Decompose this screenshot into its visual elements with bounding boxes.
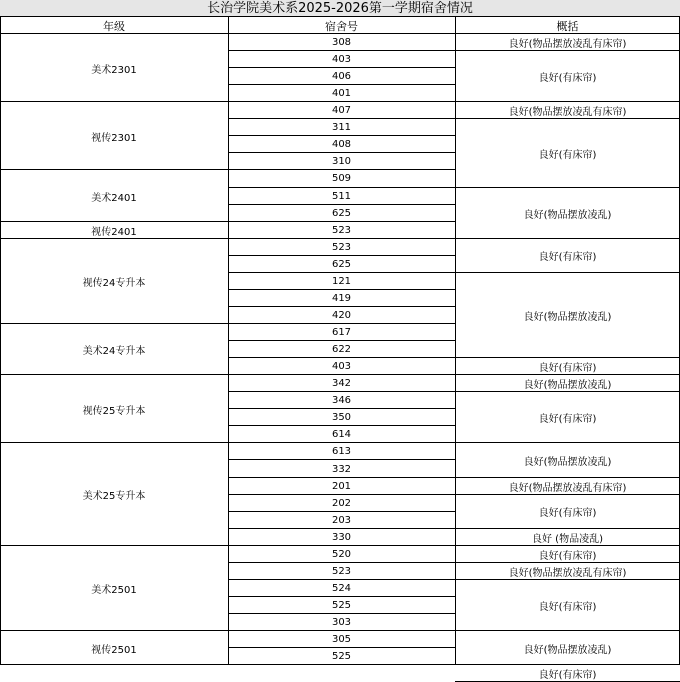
room-summary-divider bbox=[455, 17, 456, 664]
room-cell: 330 bbox=[331, 531, 352, 543]
room-cell: 332 bbox=[331, 463, 352, 475]
header-summary: 概括 bbox=[556, 19, 579, 33]
grade-cell: 视传2401 bbox=[91, 226, 137, 238]
grade-cell: 美术24专升本 bbox=[82, 346, 146, 358]
room-cell: 617 bbox=[331, 327, 352, 339]
room-cell: 308 bbox=[331, 37, 352, 49]
grade-cell: 美术2401 bbox=[91, 192, 137, 204]
room-cell: 203 bbox=[331, 514, 352, 526]
summary-cell: 良好(物品摆放凌乱有床帘) bbox=[508, 39, 627, 51]
grade-cell: 美术2301 bbox=[91, 64, 137, 76]
summary-cell: 良好(物品摆放凌乱) bbox=[523, 456, 612, 468]
room-cell: 523 bbox=[331, 241, 352, 253]
room-border bbox=[228, 664, 455, 665]
summary-cell: 良好(有床帘) bbox=[538, 73, 597, 85]
summary-cell: 良好(物品摆放凌乱) bbox=[523, 380, 612, 392]
summary-cell: 良好(有床帘) bbox=[538, 363, 597, 375]
sheet-title: 长治学院美术系2025-2026第一学期宿舍情况 bbox=[0, 0, 680, 17]
summary-cell: 良好(有床帘) bbox=[538, 149, 597, 161]
room-cell: 523 bbox=[331, 565, 352, 577]
header-room: 宿舍号 bbox=[325, 19, 358, 33]
room-cell: 407 bbox=[331, 105, 352, 117]
room-cell: 403 bbox=[331, 54, 352, 66]
room-cell: 523 bbox=[331, 224, 352, 236]
summary-cell: 良好(有床帘) bbox=[538, 252, 597, 264]
grade-border bbox=[0, 664, 228, 665]
room-cell: 614 bbox=[331, 429, 352, 441]
room-cell: 305 bbox=[331, 634, 352, 646]
summary-cell: 良好(有床帘) bbox=[538, 414, 597, 426]
grade-room-divider bbox=[228, 17, 229, 664]
summary-cell: 良好(物品摆放凌乱有床帘) bbox=[508, 107, 627, 119]
room-cell: 511 bbox=[331, 190, 352, 202]
summary-cell: 良好(有床帘) bbox=[538, 508, 597, 520]
room-cell: 401 bbox=[331, 88, 352, 100]
header-grade: 年级 bbox=[103, 19, 125, 33]
room-cell: 613 bbox=[331, 446, 352, 458]
room-cell: 310 bbox=[331, 156, 352, 168]
summary-cell: 良好(有床帘) bbox=[538, 670, 597, 682]
grade-cell: 视传2501 bbox=[91, 644, 137, 656]
grade-cell: 视传25专升本 bbox=[82, 405, 146, 417]
grade-cell: 视传2301 bbox=[91, 132, 137, 144]
room-cell: 525 bbox=[331, 651, 352, 663]
room-cell: 202 bbox=[331, 497, 352, 509]
room-cell: 525 bbox=[331, 599, 352, 611]
left-border bbox=[0, 17, 1, 664]
room-cell: 403 bbox=[331, 361, 352, 373]
room-cell: 622 bbox=[331, 344, 352, 356]
room-cell: 121 bbox=[331, 275, 352, 287]
grade-cell: 美术25专升本 bbox=[82, 491, 146, 503]
summary-cell: 良好(有床帘) bbox=[538, 550, 597, 562]
room-cell: 342 bbox=[331, 378, 352, 390]
summary-cell: 良好(物品摆放凌乱有床帘) bbox=[508, 567, 627, 579]
room-cell: 201 bbox=[331, 480, 352, 492]
room-cell: 509 bbox=[331, 173, 352, 185]
room-cell: 520 bbox=[331, 548, 352, 560]
room-cell: 346 bbox=[331, 395, 352, 407]
room-cell: 625 bbox=[331, 207, 352, 219]
room-cell: 408 bbox=[331, 139, 352, 151]
summary-cell: 良好(物品摆放凌乱有床帘) bbox=[508, 482, 627, 494]
grade-cell: 美术2501 bbox=[91, 584, 137, 596]
room-cell: 303 bbox=[331, 617, 352, 629]
room-cell: 406 bbox=[331, 71, 352, 83]
room-cell: 524 bbox=[331, 582, 352, 594]
summary-cell: 良好(物品摆放凌乱) bbox=[523, 644, 612, 656]
summary-cell: 良好(物品摆放凌乱) bbox=[523, 311, 612, 323]
summary-cell: 良好 (物品凌乱) bbox=[532, 533, 603, 545]
room-cell: 420 bbox=[331, 309, 352, 321]
room-cell: 625 bbox=[331, 258, 352, 270]
room-cell: 350 bbox=[331, 412, 352, 424]
room-cell: 311 bbox=[331, 122, 352, 134]
summary-cell: 良好(有床帘) bbox=[538, 601, 597, 613]
grade-cell: 视传24专升本 bbox=[82, 277, 146, 289]
room-cell: 419 bbox=[331, 292, 352, 304]
summary-cell: 良好(物品摆放凌乱) bbox=[523, 209, 612, 221]
